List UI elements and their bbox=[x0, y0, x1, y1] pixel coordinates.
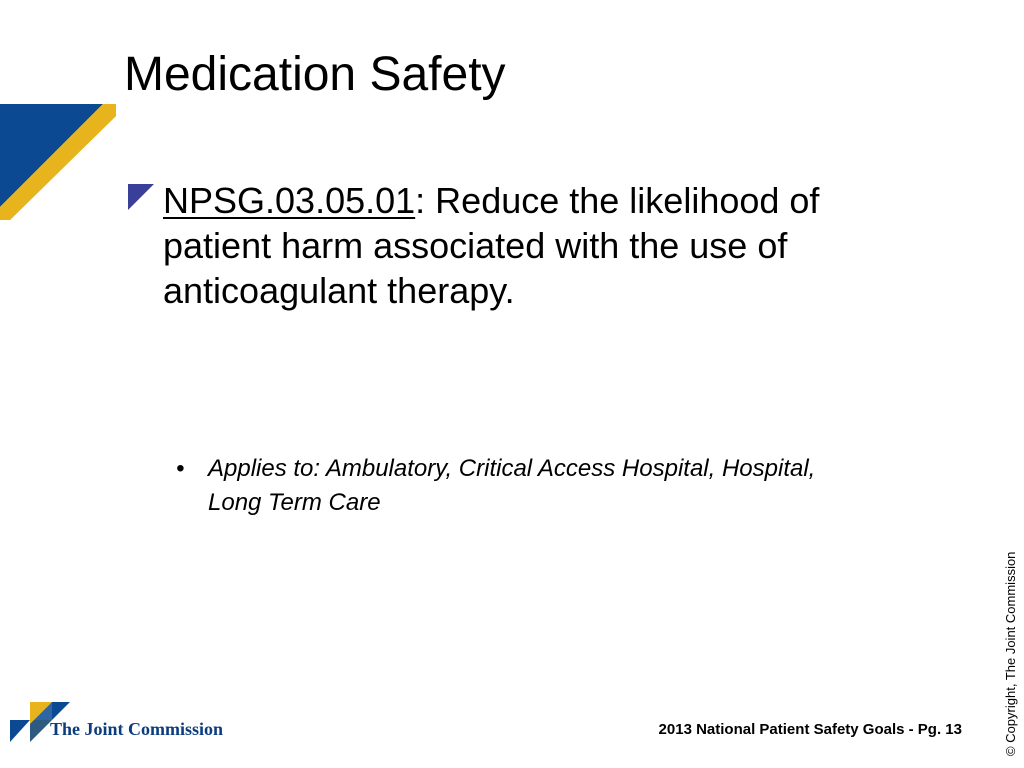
goal-code-link[interactable]: NPSG.03.05.01 bbox=[163, 180, 416, 221]
footer-page-label: 2013 National Patient Safety Goals - Pg. 13 bbox=[658, 721, 962, 738]
sub-bullet-marker: • bbox=[176, 455, 185, 482]
applies-to-text: Applies to: Ambulatory, Critical Access Hospital, Hospital, Long Term Care bbox=[208, 455, 816, 516]
joint-commission-corner-logo bbox=[0, 104, 116, 220]
slide-title: Medication Safety bbox=[124, 48, 506, 101]
copyright-notice: © Copyright, The Joint Commission bbox=[1003, 551, 1018, 756]
goal-description: : Reduce the likelihood of patient harm associated with the use of anticoagulant therapy. bbox=[163, 180, 820, 311]
triangle-bullet-icon bbox=[128, 184, 154, 210]
main-bullet-text bbox=[163, 178, 883, 313]
org-name: The Joint Commission bbox=[50, 719, 224, 739]
